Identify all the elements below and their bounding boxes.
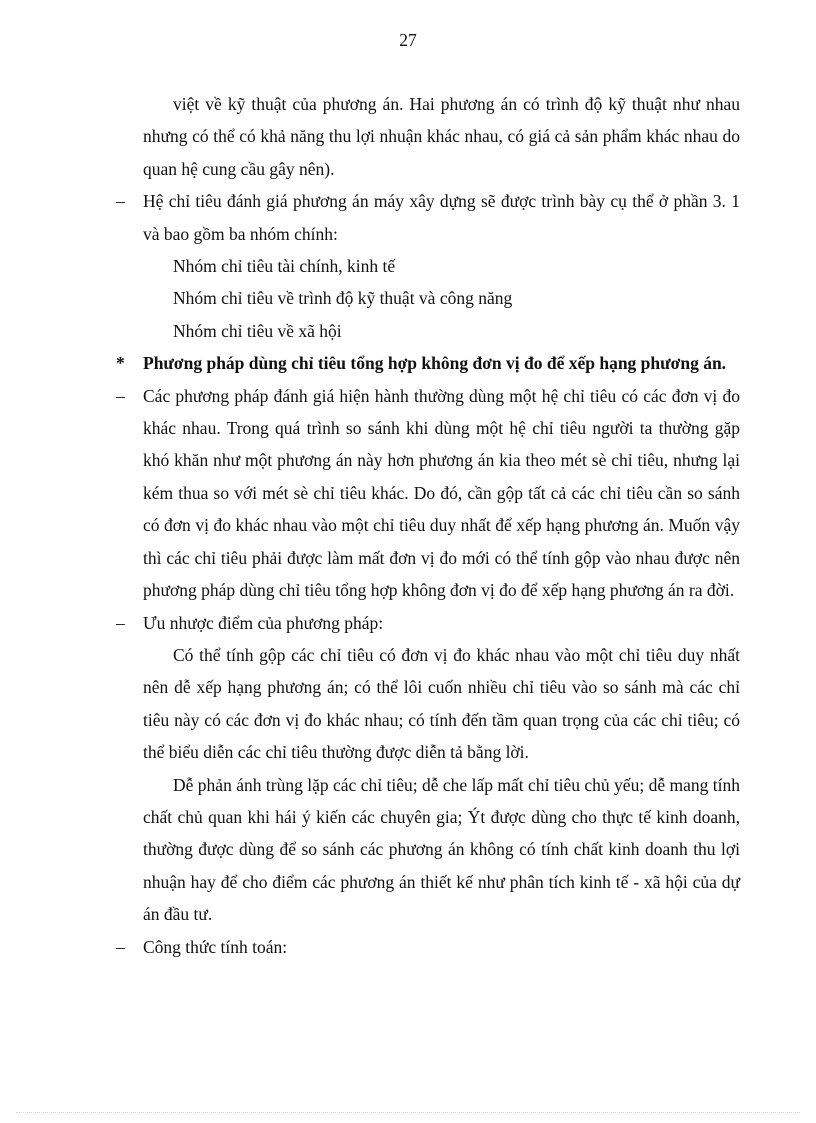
- group-financial: Nhóm chỉ tiêu tài chính, kinh tế: [173, 256, 396, 277]
- group-social: Nhóm chỉ tiêu về xã hội: [173, 320, 342, 341]
- dash-bullet: –: [116, 612, 125, 633]
- dash-item-text: Ưu nhược điểm của phương pháp:: [143, 612, 384, 633]
- dash-item-criteria-system: [116, 185, 740, 250]
- dash-bullet: –: [116, 936, 125, 957]
- star-bullet: *: [116, 353, 125, 374]
- paragraph-disadvantages: Dễ phản ánh trùng lặp các chỉ tiêu; dễ che lấp mất chỉ tiêu chủ yếu; dễ mang tính chất chủ quan khi hái ý kiến các chuyên gia; Ýt được dùng cho thực tế kinh doanh, thường được dùng để so sánh các phương án không có tính chất kinh doanh thu lợi nhuận hay để cho điểm các phương án thiết kế như phân tích kinh tế - xã hội của dự án đầu tư.: [143, 774, 740, 925]
- section-heading: [116, 347, 740, 379]
- dash-item-pros-cons: [116, 607, 740, 639]
- paragraph-advantages: Có thể tính gộp các chỉ tiêu có đơn vị đo khác nhau vào một chỉ tiêu duy nhất nên dễ xếp hạng phương án; có thể lôi cuốn nhiều chỉ tiêu vào so sánh mà các chỉ tiêu này có các đơn vị đo khác nhau; có tính đến tầm quan trọng của các chỉ tiêu; có thể biểu diễn các chỉ tiêu thường được diễn tả bằng lời.: [143, 644, 740, 763]
- page-number: 27: [399, 30, 417, 50]
- group-technical: Nhóm chỉ tiêu về trình độ kỹ thuật và công năng: [173, 288, 513, 309]
- paragraph-continuation: việt về kỹ thuật của phương án. Hai phương án có trình độ kỹ thuật như nhau nhưng có thể có khả năng thu lợi nhuận khác nhau, có giá cả sản phẩm khác nhau do quan hệ cung cầu gây nên).: [143, 94, 740, 179]
- dash-bullet: –: [116, 385, 125, 406]
- dash-item-text: Các phương pháp đánh giá hiện hành thường dùng một hệ chỉ tiêu có các đơn vị đo khác nhau. Trong quá trình so sánh khi dùng một hệ chỉ tiêu người ta thường gặp khó khăn như một phương án này hơn phương án kia theo mét sè chỉ tiêu, nhưng lại kém thua so với mét sè chỉ tiêu khác. Do đó, cần gộp tất cả các chỉ tiêu cần so sánh có đơn vị đo khác nhau vào một chỉ tiêu duy nhất để xếp hạng phương án. Muốn vậy thì các chỉ tiêu phải được làm mất đơn vị đo mới có thể tính gộp vào nhau được nên phương pháp dùng chỉ tiêu tổng hợp không đơn vị đo để xếp hạng phương án ra đời.: [143, 385, 740, 601]
- dash-item-text: Hệ chỉ tiêu đánh giá phương án máy xây dựng sẽ được trình bày cụ thể ở phần 3. 1 và bao gồm ba nhóm chính:: [143, 191, 740, 244]
- dash-bullet: –: [116, 191, 125, 212]
- document-body: [116, 88, 740, 963]
- dash-item-text: Công thức tính toán:: [143, 936, 288, 957]
- dash-item-formula: [116, 931, 740, 963]
- section-heading-text: Phương pháp dùng chỉ tiêu tổng hợp không đơn vị đo để xếp hạng phương án.: [143, 353, 727, 374]
- dash-item-methods: [116, 380, 740, 607]
- page-bottom-divider: [16, 1112, 800, 1113]
